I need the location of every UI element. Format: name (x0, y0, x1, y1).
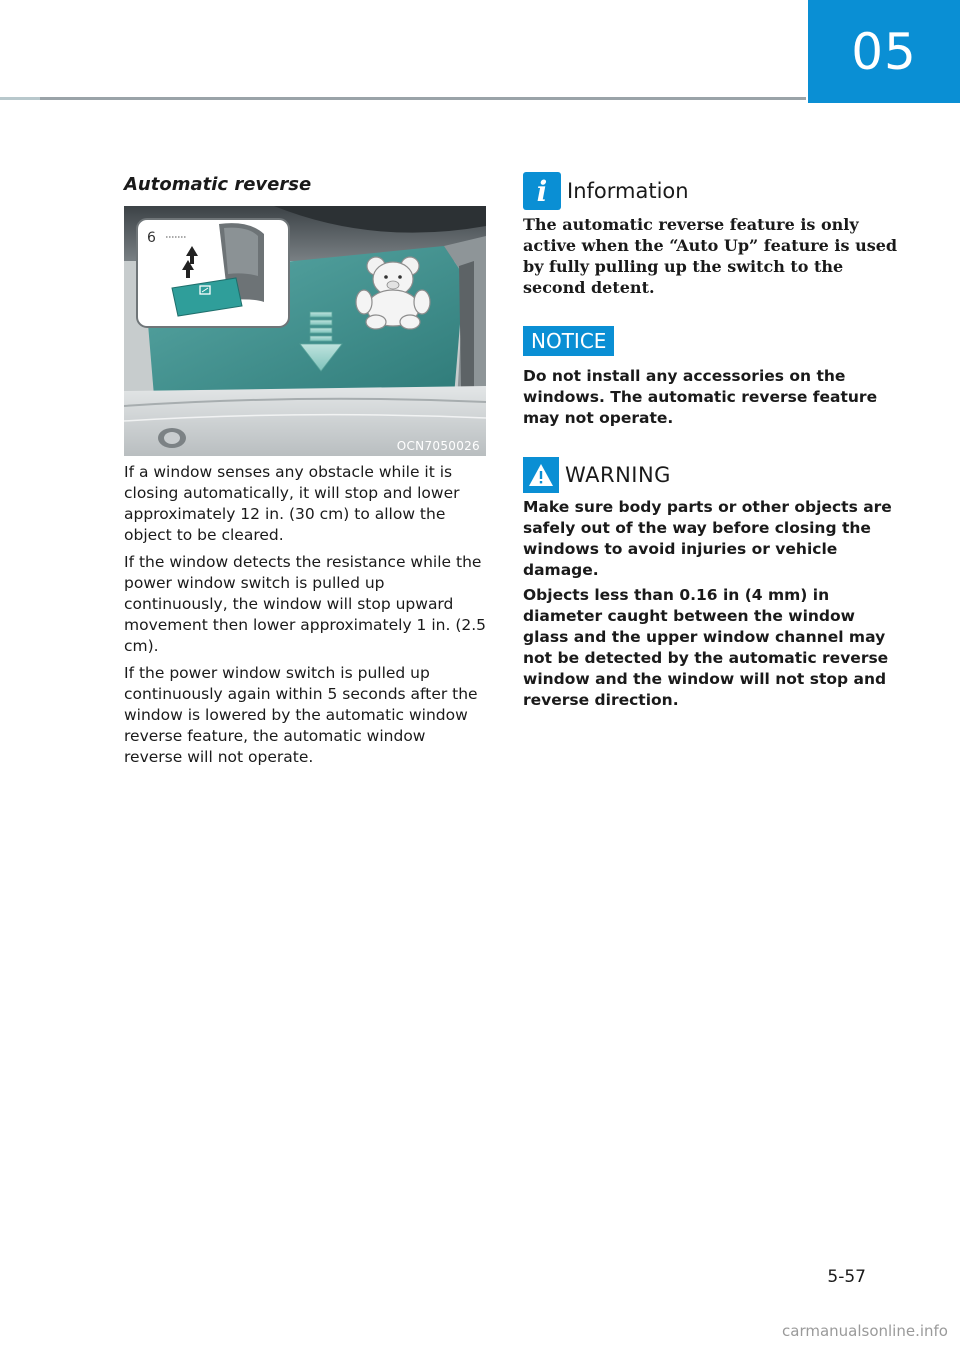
info-icon: i (523, 172, 561, 210)
warning-triangle-icon (523, 457, 559, 493)
warning-paragraph: Objects less than 0.16 in (4 mm) in diameter caught between the window glass and the upper window channel may not be detected by the automatic reverse window and the window will not stop and reverse direction. (523, 586, 889, 709)
body-paragraph: If a window senses any obstacle while it is closing automatically, it will stop and lower approximately 12 in. (30 cm) to allow the object to be cleared. (124, 463, 460, 544)
inset-label: 6 (147, 230, 156, 246)
body-text (124, 462, 488, 774)
notice-badge: NOTICE (523, 326, 614, 356)
body-paragraph: If the power window switch is pulled up continuously again within 5 seconds after the window is lowered by the automatic window reverse feature, the automatic window reverse will not operate. (124, 664, 478, 766)
chapter-tab: 05 (808, 0, 960, 103)
notice-text: Do not install any accessories on the windows. The automatic reverse feature may not operate. (523, 367, 878, 427)
right-column (523, 172, 903, 711)
body-paragraph: If the window detects the resistance while the power window switch is pulled up continuously, the window will stop upward movement then lower approximately 1 in. (2.5 cm). (124, 553, 487, 655)
figure-code: OCN7050026 (396, 439, 480, 453)
information-title: Information (567, 179, 689, 203)
door-window-drawing (124, 206, 486, 456)
window-illustration (124, 206, 486, 456)
page-number: 5-57 (827, 1267, 866, 1287)
information-text: The automatic reverse feature is only active when the “Auto Up” feature is used by fully pulling up the switch to the second detent. (523, 215, 898, 297)
warning-title: WARNING (565, 463, 671, 487)
warning-heading (523, 457, 903, 493)
header-rule-accent (0, 97, 40, 100)
information-heading (523, 172, 903, 210)
warning-paragraph: Make sure body parts or other objects are safely out of the way before closing the windows to avoid injuries or vehicle damage. (523, 498, 892, 579)
switch-inset (137, 219, 289, 327)
watermark: carmanualsonline.info (782, 1322, 948, 1340)
section-title: Automatic reverse (124, 174, 312, 195)
teddy-bear-icon (356, 257, 430, 329)
header-rule (0, 97, 806, 100)
